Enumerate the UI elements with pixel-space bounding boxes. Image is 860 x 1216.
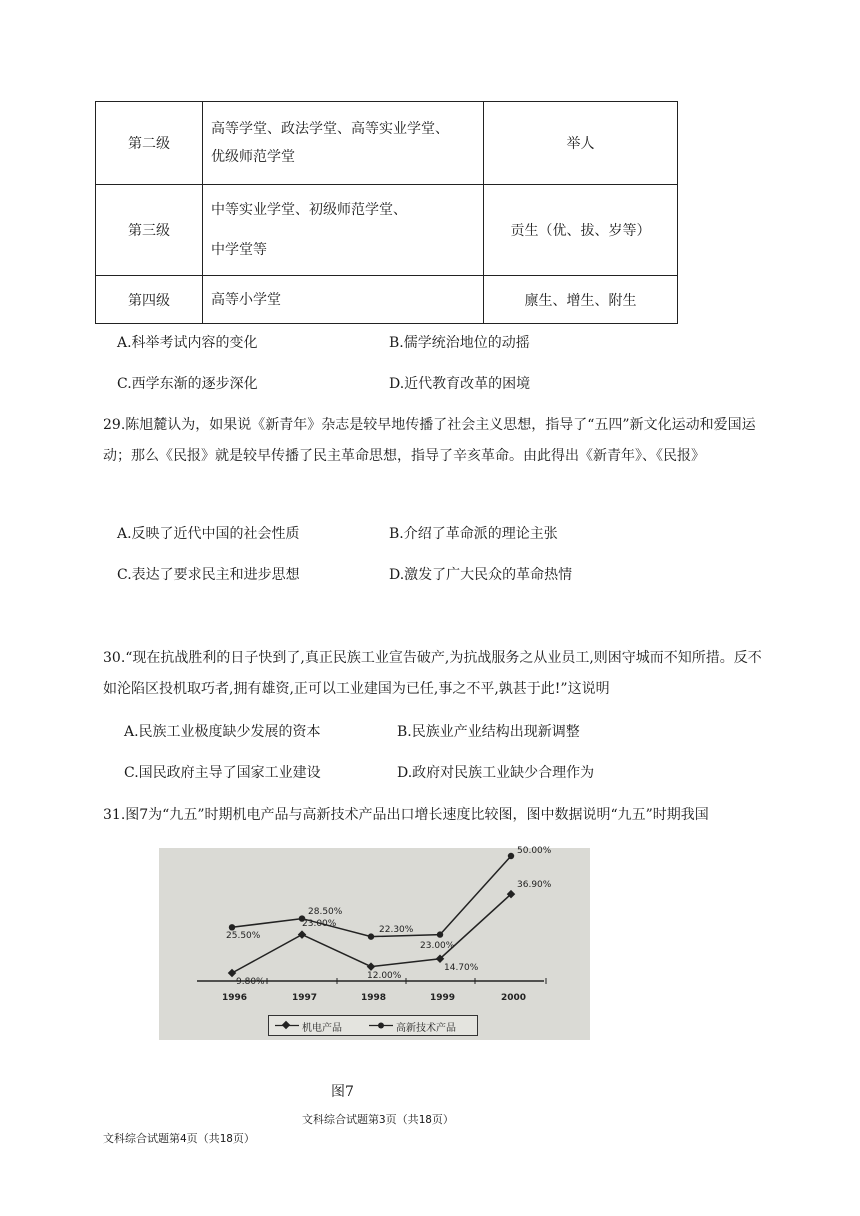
x-tick-label: 2000 xyxy=(501,993,527,1003)
footer-left: 文科综合试题第4页（共18页） xyxy=(103,1132,255,1145)
q28-option-a: A.科举考试内容的变化 xyxy=(117,335,258,351)
data-point xyxy=(437,931,443,937)
data-label: 23.00% xyxy=(420,940,455,951)
schools-line: 高等学堂、政法学堂、高等实业学堂、 xyxy=(211,121,449,137)
x-tick-label: 1997 xyxy=(292,993,318,1003)
schools-line: 中学堂等 xyxy=(211,242,267,258)
q30-option-b: B.民族业产业结构出现新调整 xyxy=(397,724,580,740)
data-point xyxy=(229,924,235,930)
data-label: 9.80% xyxy=(236,977,265,987)
footer-center: 文科综合试题第3页（共18页） xyxy=(302,1113,454,1126)
table-row xyxy=(96,276,678,324)
data-label: 22.30% xyxy=(379,924,414,935)
q28-option-c: C.西学东渐的逐步深化 xyxy=(117,376,258,392)
data-label: 25.50% xyxy=(226,931,261,942)
title-cell: 廪生、增生、附生 xyxy=(484,276,678,324)
title-cell: 贡生（优、拔、岁等） xyxy=(484,185,678,276)
grade-table xyxy=(95,101,678,324)
data-label: 28.50% xyxy=(308,906,343,917)
schools-line: 优级师范学堂 xyxy=(211,149,295,165)
x-tick-label: 1999 xyxy=(430,993,456,1003)
chart-legend xyxy=(268,1015,478,1036)
q28-option-b: B.儒学统治地位的动摇 xyxy=(389,335,530,351)
data-label: 50.00% xyxy=(517,846,552,856)
q29-stem: 29.陈旭麓认为，如果说《新青年》杂志是较早地传播了社会主义思想，指导了“五四”新文化运动和爱国运动；那么《民报》就是较早传播了民主革命思想，指导了辛亥革命。由此得出《新青年》、《民报》 xyxy=(103,417,756,464)
q29-option-b: B.介绍了革命派的理论主张 xyxy=(389,526,558,542)
q30-option-d: D.政府对民族工业缺少合理作为 xyxy=(397,765,595,781)
q30-option-c: C.国民政府主导了国家工业建设 xyxy=(124,765,321,781)
q29-option-c: C.表达了要求民主和进步思想 xyxy=(117,567,300,583)
schools-cell xyxy=(203,276,484,324)
schools-line: 高等小学堂 xyxy=(211,291,281,308)
level-cell: 第四级 xyxy=(96,276,203,324)
x-tick-label: 1996 xyxy=(222,993,248,1003)
figure-caption: 图7 xyxy=(331,1084,354,1100)
q29-option-d: D.激发了广大民众的革命热情 xyxy=(389,567,573,583)
legend-marker-jidian xyxy=(282,1021,290,1029)
legend-label-jidian: 机电产品 xyxy=(302,1023,342,1034)
x-tick-label: 1998 xyxy=(361,993,387,1003)
legend-label-gaoxin: 高新技术产品 xyxy=(396,1023,456,1034)
data-point xyxy=(298,930,306,938)
data-label: 36.90% xyxy=(517,880,552,891)
export-growth-chart xyxy=(159,848,590,1040)
data-point xyxy=(368,933,374,939)
q28-option-d: D.近代教育改革的困境 xyxy=(389,376,531,392)
level-cell: 第三级 xyxy=(96,185,203,276)
data-point xyxy=(508,853,514,859)
q29-option-a: A.反映了近代中国的社会性质 xyxy=(117,526,300,542)
table-row xyxy=(96,185,678,276)
legend-marker-gaoxin xyxy=(378,1023,384,1029)
level-cell: 第二级 xyxy=(96,102,203,185)
q30-stem: 30.“现在抗战胜利的日子快到了,真正民族工业宣告破产,为抗战服务之从业员工,则困守城而不知所措。反不如沦陷区投机取巧者,拥有雄资,正可以工业建国为已任,事之不平,孰甚于此!”这说明 xyxy=(103,650,762,697)
data-point xyxy=(367,962,375,970)
data-point xyxy=(228,969,236,977)
schools-cell xyxy=(203,185,484,276)
data-label: 12.00% xyxy=(367,970,402,981)
schools-cell xyxy=(203,102,484,185)
data-label: 23.00% xyxy=(302,918,337,929)
series-line-1 xyxy=(232,856,511,937)
title-cell: 举人 xyxy=(484,102,678,185)
schools-line: 中等实业学堂、初级师范学堂、 xyxy=(211,202,407,218)
q31-stem: 31.图7为“九五”时期机电产品与高新技术产品出口增长速度比较图，图中数据说明“九五”时期我国 xyxy=(103,807,709,823)
table-row xyxy=(96,102,678,185)
chart-svg xyxy=(159,848,590,1040)
data-label: 14.70% xyxy=(444,962,479,973)
q30-option-a: A.民族工业极度缺少发展的资本 xyxy=(124,724,321,740)
